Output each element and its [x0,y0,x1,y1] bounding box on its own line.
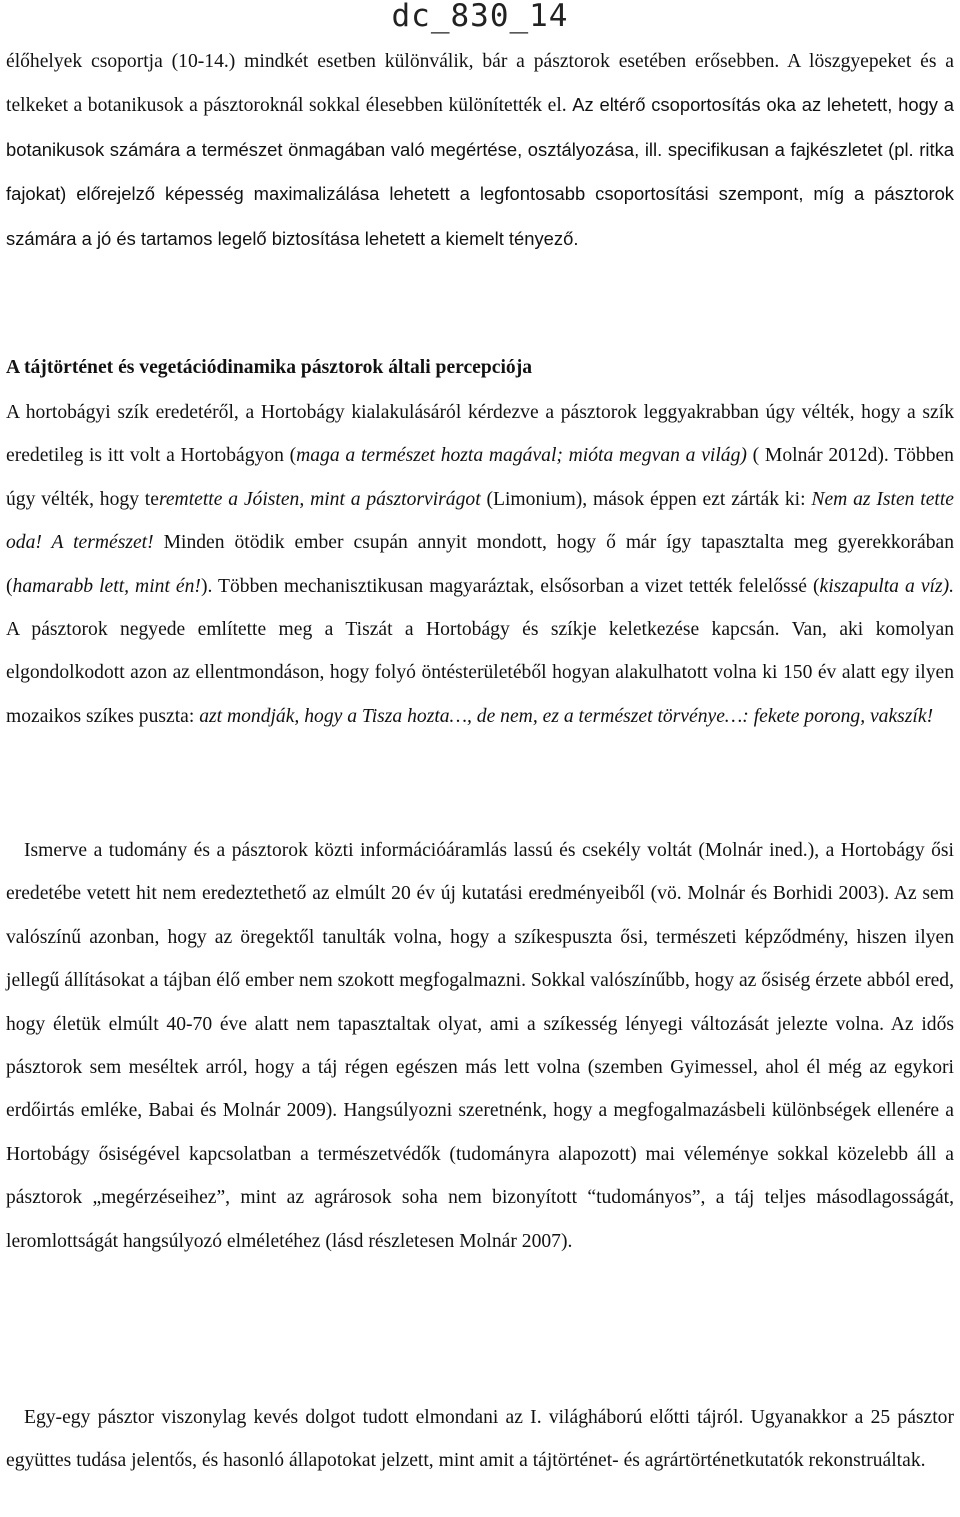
paragraph-3: Egy-egy pásztor viszonylag kevés dolgot tudott elmondani az I. világháború előtti tájról. Ugyanakkor a 25 pásztor együttes tudása jelentős, és hasonló állapotokat jelzett, mint amit a tájtörténet- és agrártörténetkutatók rekonstruáltak. [6,1407,954,1472]
intro-line-2: A löszgyepeket és a telkeket a botanikusok a pásztoroknál sokkal élesebben különítették el. [6,51,954,117]
paragraph-2: Ismerve a tudomány és a pásztorok közti információáramlás lassú és csekély voltát (Molnár ined.), a Hortobágy ősi eredetébe vetett hit nem eredeztethető az elmúlt 20 év új kutatási eredményeiből (vö. Molnár és Borhidi 2003). Az sem valószínű azonban, hogy az öregektől tanulták volna, hogy a szíkespuszta ősi, természeti képződmény, hiszen ilyen jellegű állításokat a tájban élő ember nem szokott megfogalmazni. Sokkal valószínűbb, hogy az ősiség érzete abból ered, hogy életük elmúlt 40-70 éve alatt nem tapasztaltak olyat, ami a szíkesség lényegi változását jelezte volna. Az idős pásztorok sem meséltek arról, hogy a táj régen egészen más lett volna (szemben Gyimessel, ahol él még az egykori erdőirtás emléke, Babai és Molnár 2009). Hangsúlyozni szeretnénk, hogy a megfogalmazásbeli különbségek ellenére a Hortobágy ősiségével kapcsolatban a természetvédők (tudományra alapozott) mai véleménye sokkal közelebb áll a pásztorok „megérzéseihez”, mint az agrárosok soha nem bizonyított “tudományos”, a táj teljes másodlagosságát, leromlottságát hangsúlyozó elméletéhez (lásd részletesen Molnár 2007). [6,840,954,1252]
p1-text-5: ). Többen mechanisztikusan magyaráztak, elsősorban a vizet tették felelőssé ( [200,575,820,597]
p1-text-3: (Limonium), mások éppen ezt zárták ki: [480,488,812,510]
p1-quote-4: hamarabb lett, mint én! [12,575,201,597]
p1-quote-6: azt mondják, hogy a Tisza hozta…, de nem, ez a természet törvénye…: fekete porong, vakszík! [199,705,934,727]
intro-line-1: élőhelyek csoportja (10-14.) mindkét esetben különválik, bár a pásztorok esetében erősebben. [6,51,780,72]
p1-quote-5: kiszapulta a víz). [819,575,955,597]
p1-quote-3: Nem az Isten tette oda! A természet! [6,488,954,554]
p1-text-1: A hortobágyi szík eredetéről, a Hortobágy kialakulásáról kérdezve a pásztorok leggyakrabban úgy vélték, hogy a szík eredetileg is itt volt a Hortobágyon ( [6,402,954,467]
p1-text-2: ( Molnár 2012d). Többen úgy vélték, hogy te [6,445,954,510]
p1-text-6: A pásztorok negyede említette meg a Tiszát a Hortobágy és szíkje keletkezése kapcsán. Van, aki komolyan elgondolkodott azon az ellentmondáson, hogy folyó öntésterületéből hogyan alakulhatott volna ki 150 év alatt egy ilyen mozaikos szíkes puszta: [6,619,954,727]
paragraph-1 [6,391,954,738]
document-id-header: dc_830_14 [391,0,569,34]
intro-paragraph [6,40,954,261]
p1-quote-2: remtette a Jóisten, mint a pásztorvirágot [158,488,481,510]
intro-sans-text: Az eltérő csoportosítás oka az lehetett, hogy a botanikusok számára a természet önmagában való megértése, osztályozása, ill. specifikusan a fajkészletet (pl. ritka fajokat) előrejelző képesség maximalizálása lehetett a legfontosabb csoportosítási szempont, míg a pásztorok számára a jó és tartamos legelő biztosítása lehetett a kiemelt tényező. [6,94,954,249]
p1-quote-1: maga a természet hozta magával; mióta megvan a világ) [296,445,747,467]
p1-text-4: Minden ötödik ember csupán annyit mondott, hogy ő már így tapasztalta meg gyerekkorában ( [6,532,954,597]
section-heading: A tájtörténet és vegetációdinamika pásztorok általi percepciója [6,357,533,378]
